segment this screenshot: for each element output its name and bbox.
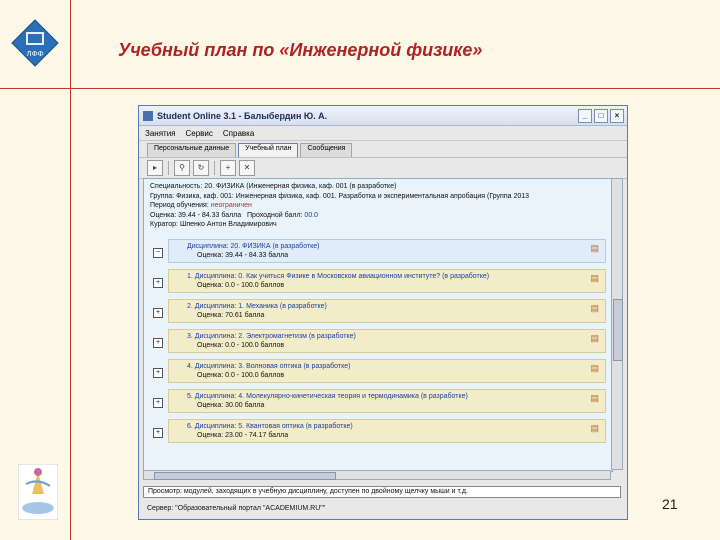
study-plan-panel xyxy=(143,178,613,472)
list-item[interactable] xyxy=(155,359,606,383)
back-icon[interactable]: ▸ xyxy=(147,160,163,176)
toolbar-separator xyxy=(214,161,215,175)
discipline-title: 5. Дисциплина: 4. Молекулярно-кинетическая теория и термодинамика (в разработке) xyxy=(187,393,468,400)
toolbar-separator xyxy=(168,161,169,175)
root-score: Оценка: 39.44 - 84.33 балла xyxy=(197,252,289,259)
scroll-thumb[interactable] xyxy=(613,299,623,361)
document-icon[interactable]: ▤ xyxy=(590,333,599,343)
message-field: Просмотр: модулей, заходящих в учебную дисциплину, доступен по двойному щелчку мыши и т.д. xyxy=(143,486,621,498)
university-logo xyxy=(10,18,60,68)
expand-icon[interactable]: + xyxy=(153,428,163,438)
tutor-value: Шпенко Антон Владимирович xyxy=(179,221,277,228)
discipline-title: 2. Дисциплина: 1. Механика (в разработке) xyxy=(187,303,327,310)
horizontal-scrollbar[interactable] xyxy=(143,470,611,480)
grade-value: 39.44 - 84.33 балла xyxy=(178,211,242,219)
expand-icon[interactable]: + xyxy=(153,308,163,318)
tab-bar xyxy=(139,141,627,157)
discipline-title: 1. Дисциплина: 0. Как учиться Физике в Московском авиационном институте? (в разработке) xyxy=(187,273,490,280)
tab-messages[interactable]: Сообщения xyxy=(300,143,352,157)
window-title: Student Online 3.1 - Балыбердин Ю. А. xyxy=(157,110,328,121)
vertical-scrollbar[interactable] xyxy=(611,178,623,470)
logo-text: ЛФФ xyxy=(26,50,44,58)
search-icon[interactable]: ⚲ xyxy=(174,160,190,176)
document-icon[interactable]: ▤ xyxy=(590,243,599,253)
tutor-label: Куратор: xyxy=(150,221,178,228)
discipline-title: 6. Дисциплина: 5. Квантовая оптика (в разработке) xyxy=(187,423,353,430)
menu-item-service[interactable]: Сервис xyxy=(185,128,213,138)
slide-title: Учебный план по «Инженерной физике» xyxy=(118,40,483,60)
zoom-in-icon[interactable]: + xyxy=(220,160,236,176)
minimize-button[interactable]: _ xyxy=(578,109,592,123)
discipline-score: Оценка: 0.0 - 100.0 баллов xyxy=(197,342,285,349)
specialty-label: Специальность: xyxy=(150,183,203,190)
pass-label: Проходной балл: xyxy=(247,211,303,219)
specialty-value: 20. ФИЗИКА (Инженерная физика, каф. 001 (в разработке) xyxy=(204,183,397,190)
toolbar xyxy=(139,157,627,179)
document-icon[interactable]: ▤ xyxy=(590,273,599,283)
period-label: Период обучения: xyxy=(150,202,209,209)
scroll-thumb[interactable] xyxy=(154,472,336,480)
expand-icon[interactable]: + xyxy=(153,368,163,378)
pass-value: 00.0 xyxy=(304,211,319,219)
decorative-illustration xyxy=(18,464,58,520)
slide-number: 21 xyxy=(662,496,678,512)
group-value: Физика, каф. 001: Инженерная физика, каф. 001. Разработка и экспериментальная апробация (Группа 2013 xyxy=(176,192,530,200)
close-button[interactable]: × xyxy=(610,109,624,123)
tab-personal-data[interactable]: Персональные данные xyxy=(147,143,236,157)
horizontal-divider-line xyxy=(0,88,720,89)
discipline-score: Оценка: 0.0 - 100.0 баллов xyxy=(197,372,285,379)
discipline-title: 3. Дисциплина: 2. Электромагнетизм (в разработке) xyxy=(187,333,356,340)
app-icon xyxy=(143,111,153,121)
discipline-score: Оценка: 30.00 балла xyxy=(197,402,265,409)
list-item[interactable] xyxy=(155,329,606,353)
menu-bar xyxy=(139,126,627,141)
discipline-score: Оценка: 70.61 балла xyxy=(197,312,265,319)
application-window xyxy=(138,105,628,520)
list-item[interactable] xyxy=(155,419,606,443)
period-value: неограничен xyxy=(210,202,252,209)
document-icon[interactable]: ▤ xyxy=(590,363,599,373)
list-item[interactable] xyxy=(155,269,606,293)
vertical-divider-line xyxy=(70,0,71,540)
menu-item-help[interactable]: Справка xyxy=(222,128,255,138)
refresh-icon[interactable]: ↻ xyxy=(193,160,209,176)
discipline-title: 4. Дисциплина: 3. Волновая оптика (в разработке) xyxy=(187,363,351,370)
student-info xyxy=(144,179,612,233)
zoom-out-icon[interactable]: ✕ xyxy=(239,160,255,176)
document-icon[interactable]: ▤ xyxy=(590,393,599,403)
discipline-score: Оценка: 23.00 - 74.17 балла xyxy=(197,432,289,439)
discipline-score: Оценка: 0.0 - 100.0 баллов xyxy=(197,282,285,289)
menu-item-lessons[interactable]: Занятия xyxy=(145,128,176,138)
window-titlebar xyxy=(139,106,627,126)
root-title: Дисциплина: 20. ФИЗИКА (в разработке) xyxy=(187,243,320,250)
expand-icon[interactable]: + xyxy=(153,398,163,408)
status-bar: Сервер: "Образовательный портал "ACADEMIUM.RU"" xyxy=(147,505,326,512)
tree-root-node[interactable] xyxy=(155,239,606,263)
document-icon[interactable]: ▤ xyxy=(590,423,599,433)
list-item[interactable] xyxy=(155,299,606,323)
document-icon[interactable]: ▤ xyxy=(590,303,599,313)
grade-label: Оценка: xyxy=(150,211,177,219)
list-item[interactable] xyxy=(155,389,606,413)
tab-study-plan[interactable]: Учебный план xyxy=(238,143,298,157)
expand-icon[interactable]: + xyxy=(153,278,163,288)
collapse-icon[interactable]: − xyxy=(153,248,163,258)
expand-icon[interactable]: + xyxy=(153,338,163,348)
group-label: Группа: xyxy=(150,192,175,200)
maximize-button[interactable]: □ xyxy=(594,109,608,123)
